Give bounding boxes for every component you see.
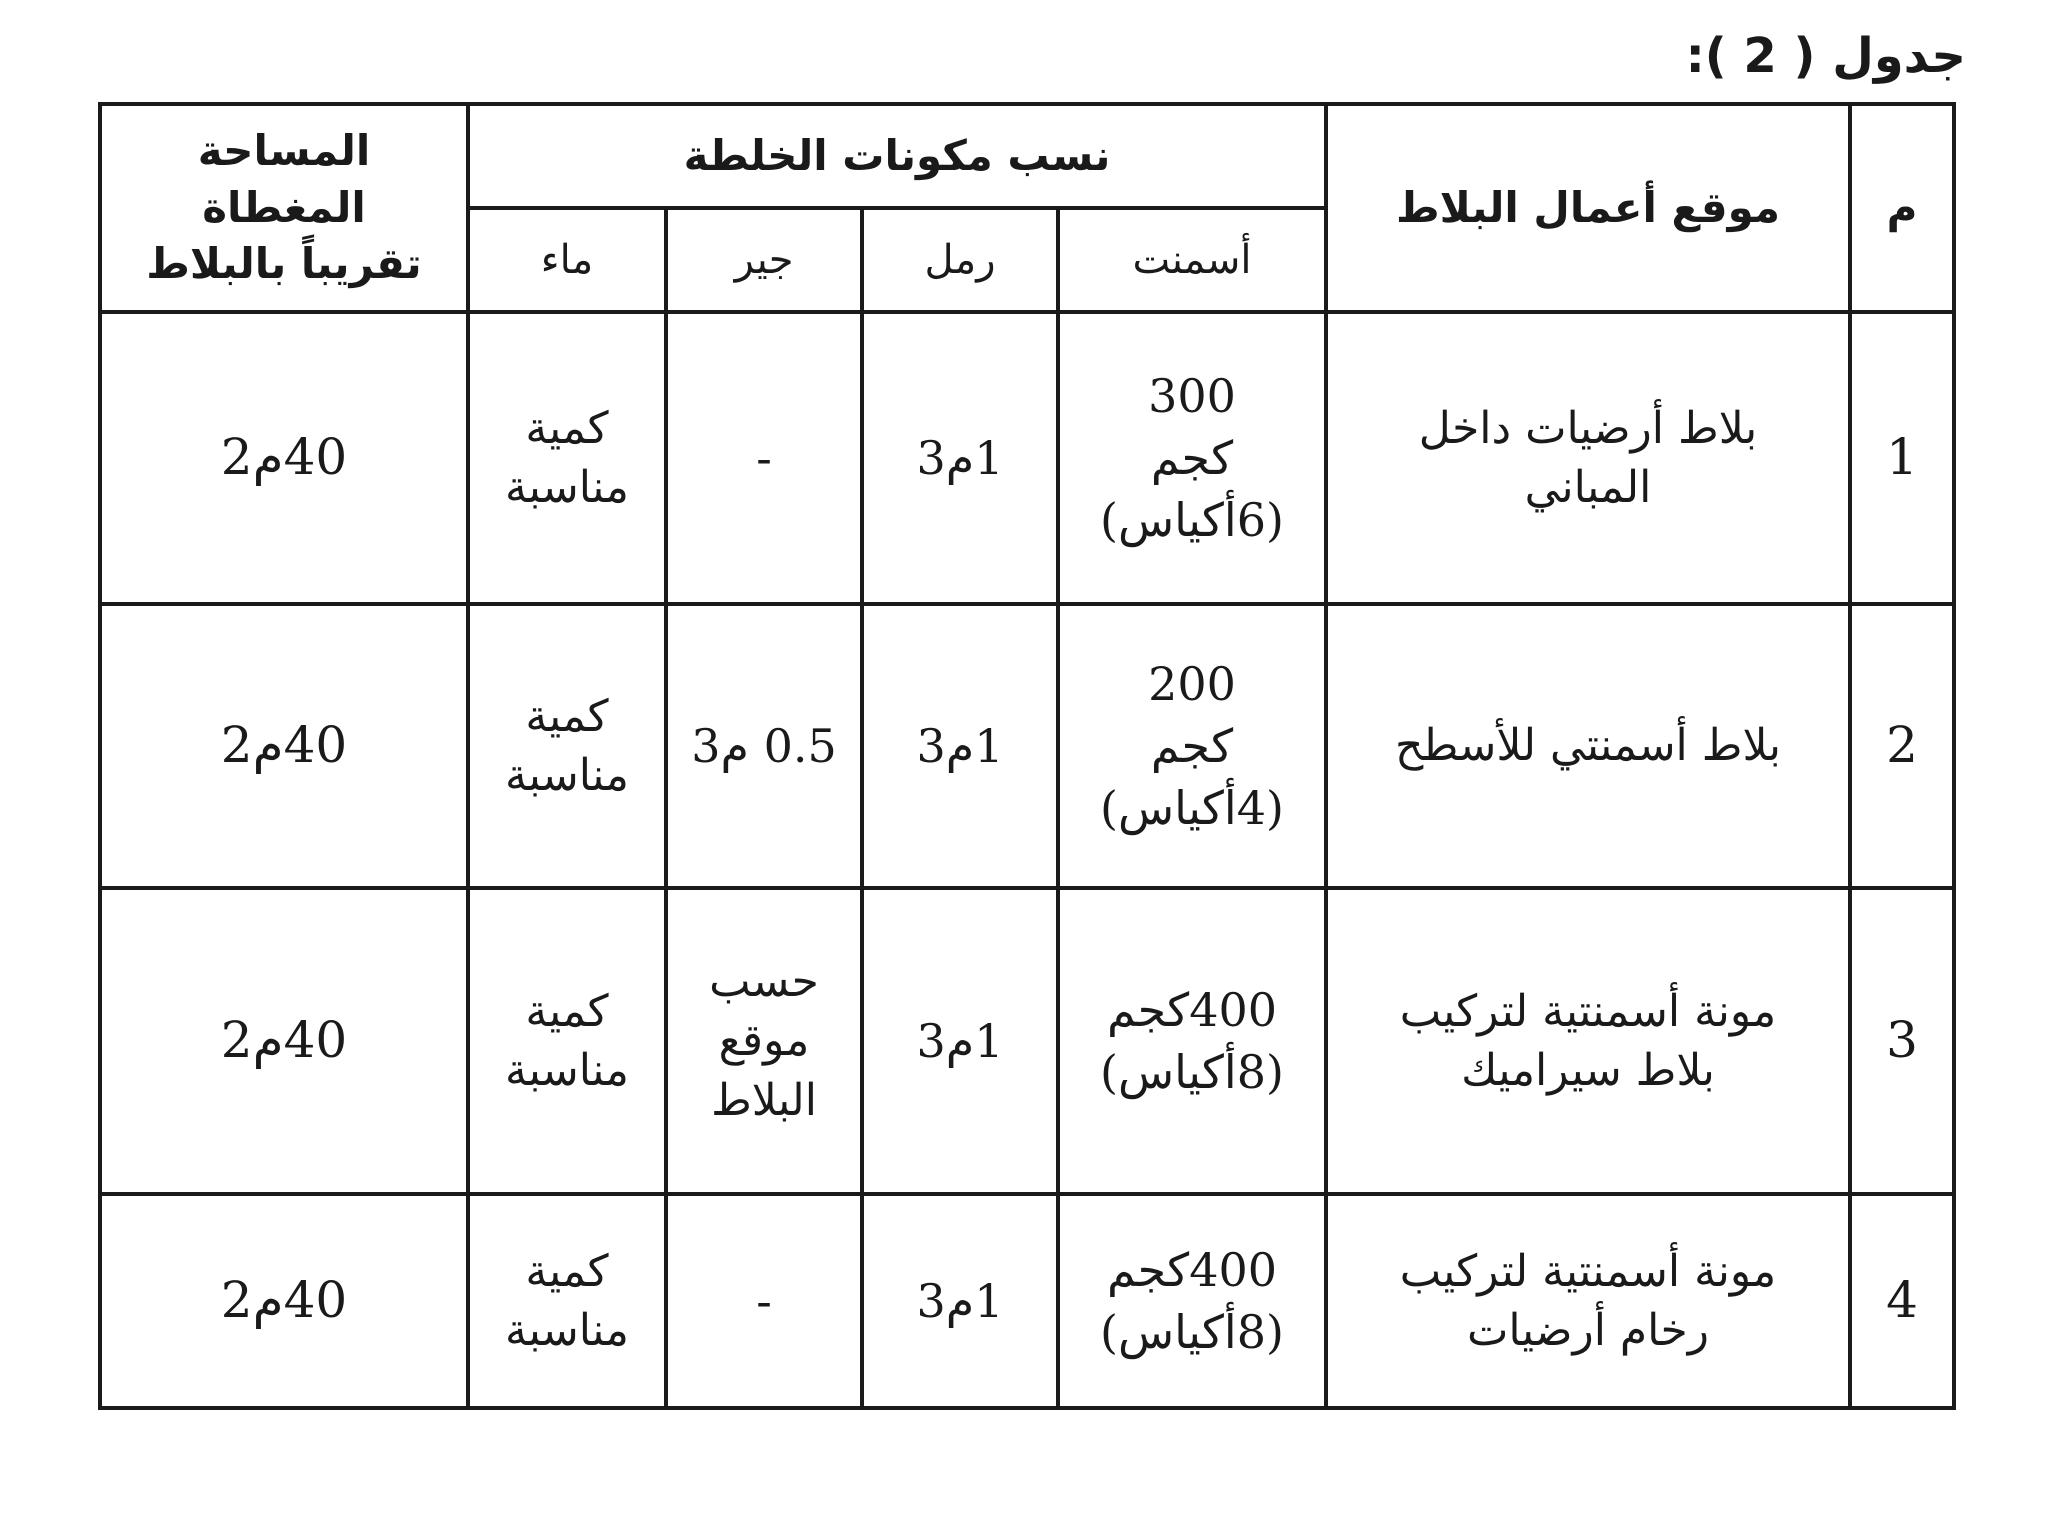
row-location-line: المباني xyxy=(1524,462,1652,513)
row-lime xyxy=(666,888,862,1194)
row-lime-line: 0.5 م3 xyxy=(691,718,837,773)
row-water-line: مناسبة xyxy=(505,462,629,513)
table-row xyxy=(100,604,1954,888)
row-water-line: كمية xyxy=(525,985,609,1037)
row-cement-line: (6أكياس) xyxy=(1100,493,1284,548)
header-area xyxy=(100,104,468,312)
header-location: موقع أعمال البلاط xyxy=(1326,104,1850,312)
row-lime xyxy=(666,312,862,604)
header-index: م xyxy=(1850,104,1954,312)
row-cement xyxy=(1058,1194,1326,1408)
row-cement-line: (8أكياس) xyxy=(1100,1305,1284,1359)
header-area-line2: تقريباً بالبلاط xyxy=(146,239,422,289)
row-lime xyxy=(666,604,862,888)
row-cement-line: كجم xyxy=(1150,430,1234,485)
row-water xyxy=(468,1194,666,1408)
row-cement-line: (4أكياس) xyxy=(1100,781,1284,836)
row-sand: 1م3 xyxy=(862,1194,1058,1408)
row-water-line: كمية xyxy=(525,690,609,742)
row-location-line: رخام أرضيات xyxy=(1466,1305,1710,1356)
row-location xyxy=(1326,604,1850,888)
header-water: ماء xyxy=(468,208,666,312)
row-cement-line: (8أكياس) xyxy=(1100,1045,1284,1099)
header-cement: أسمنت xyxy=(1058,208,1326,312)
row-cement-line: 400كجم xyxy=(1106,1242,1278,1297)
row-cement xyxy=(1058,604,1326,888)
row-location-line: مونة أسمنتية لتركيب xyxy=(1399,985,1777,1037)
row-area: 40م2 xyxy=(100,604,468,888)
row-sand: 1م3 xyxy=(862,888,1058,1194)
row-water xyxy=(468,604,666,888)
row-index: 4 xyxy=(1850,1194,1954,1408)
row-sand: 1م3 xyxy=(862,604,1058,888)
row-location xyxy=(1326,312,1850,604)
row-cement-line: كجم xyxy=(1150,718,1234,773)
row-index: 3 xyxy=(1850,888,1954,1194)
row-location-line: بلاط سيراميك xyxy=(1461,1045,1715,1096)
row-water-line: مناسبة xyxy=(505,1305,629,1356)
row-location-line: بلاط أسمنتي للأسطح xyxy=(1395,720,1781,772)
table-row xyxy=(100,888,1954,1194)
mix-proportions-table xyxy=(98,102,1956,1410)
row-water-line: مناسبة xyxy=(505,1045,629,1096)
table-row xyxy=(100,312,1954,604)
row-index: 2 xyxy=(1850,604,1954,888)
row-water-line: كمية xyxy=(525,402,609,454)
row-cement-line: 200 xyxy=(1148,656,1236,711)
header-sand: رمل xyxy=(862,208,1058,312)
header-lime: جير xyxy=(666,208,862,312)
row-sand: 1م3 xyxy=(862,312,1058,604)
row-cement-line: 300 xyxy=(1148,368,1236,423)
row-location-line: بلاط أرضيات داخل xyxy=(1418,402,1758,454)
row-index: 1 xyxy=(1850,312,1954,604)
row-area: 40م2 xyxy=(100,312,468,604)
row-location xyxy=(1326,888,1850,1194)
row-water-line: مناسبة xyxy=(505,750,629,801)
row-lime-line: حسب xyxy=(709,955,819,1007)
table-row xyxy=(100,1194,1954,1408)
row-area: 40م2 xyxy=(100,1194,468,1408)
row-cement xyxy=(1058,312,1326,604)
row-water-line: كمية xyxy=(525,1245,609,1297)
row-lime-line: موقع xyxy=(718,1015,810,1067)
row-lime-line: - xyxy=(756,1273,772,1328)
header-mix-group: نسب مكونات الخلطة xyxy=(468,104,1326,208)
row-lime-line: البلاط xyxy=(711,1074,817,1126)
row-area: 40م2 xyxy=(100,888,468,1194)
header-area-line1: المساحة المغطاة xyxy=(197,125,371,232)
row-lime xyxy=(666,1194,862,1408)
row-location-line: مونة أسمنتية لتركيب xyxy=(1399,1245,1777,1297)
row-cement-line: 400كجم xyxy=(1106,982,1278,1037)
row-water xyxy=(468,888,666,1194)
row-cement xyxy=(1058,888,1326,1194)
table-caption: جدول ( 2 ): xyxy=(1685,28,1966,84)
row-location xyxy=(1326,1194,1850,1408)
row-lime-line: - xyxy=(756,430,772,485)
row-water xyxy=(468,312,666,604)
